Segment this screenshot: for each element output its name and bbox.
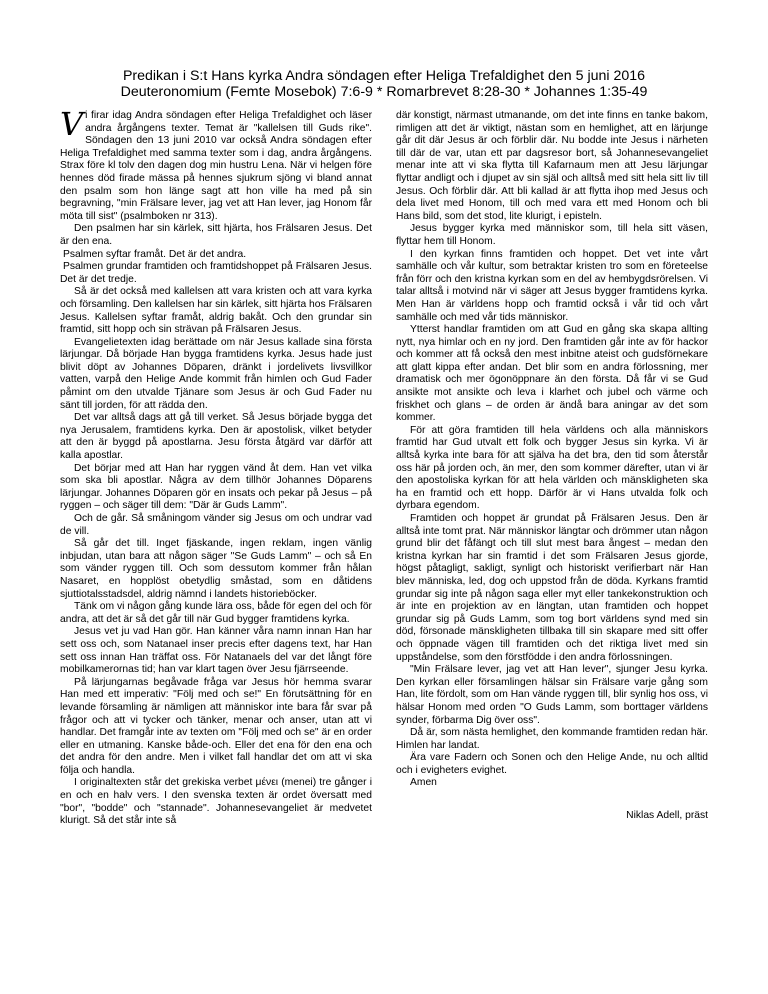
paragraph: Jesus bygger kyrka med människor som, till hela sitt väsen, flyttar hem till Honom.	[396, 223, 708, 247]
sermon-title: Predikan i S:t Hans kyrka Andra söndagen efter Heliga Trefaldighet den 5 juni 2016	[122, 68, 646, 84]
drop-cap: V	[60, 105, 84, 143]
paragraph: Framtiden och hoppet är grundat på Frälsaren Jesus. Den är alltså inte tomt prat. När människor längtar och drömmer utan någon grund blir det fåfängt och till slut mest bara ångest – medan den kristna kyrkan har sin framtid i det som Frälsaren Jesus gjorde, högst påtagligt, sakligt, synligt och historiskt verifierbart när Han blev människa, led, dog och uppstod från de döda. Kyrkans framtid grundar sig inte på någon saga eller myt eller tankekonstruktion och är inte en projektion av en längtan, utan framtiden och hoppet grundar sig på Guds Lamm, som tog bort världens synd med sin död, försonade mänskligheten tillbaka till sin skapare med sitt offer och öppnade vägen till framtiden och det riktiga livet med sin uppståndelse, som den förstfödde i den andra förlossningen.	[396, 513, 708, 663]
paragraph: Jesus vet ju vad Han gör. Han känner våra namn innan Han har sett oss och, som Natanael inser precis efter dagens text, har Han sett oss innan Han träffat oss. För Natanaels del var det långt före mobilkamerornas tid; han var klart tagen över Jesu fjärrseende.	[60, 626, 372, 676]
sermon-header	[60, 68, 708, 100]
paragraph: För att göra framtiden till hela världens och alla människors framtid har Gud utvalt ett folk och bygger Jesus sin kyrka. Vi är alltså kyrka inte bara för att själva ha det bra, den tid som återstår oss här på jorden och, än mer, den som kommer därefter, utan vi är den apostoliska kyrkan för att hela världen och mänskligheten ska ha en framtid och ett hopp. Därför är vi Hans utvalda folk och dyrbara egendom.	[396, 424, 708, 512]
paragraph: På lärjungarnas begåvade fråga var Jesus hör hemma svarar Han med ett imperativ: "Följ med och se!" En förutsättning för en levande församling är nämligen att människor inte bara får svar på frågor och att vi tycker och tänker, menar och anser, utan att vi handlar. Det framgår inte av texten om "Följ med och se" är en order eller en utmaning. Kanske både-och. Eller det ena för den ena och det andra för den andre. Men i vilket fall handlar det om att vi ska följa och handla.	[60, 676, 372, 776]
paragraph: Och de går. Så småningom vänder sig Jesus om och undrar vad de vill.	[60, 513, 372, 537]
scripture-references: Deuteronomium (Femte Mosebok) 7:6-9 * Romarbrevet 8:28-30 * Johannes 1:35-49	[120, 84, 648, 100]
paragraph: Det börjar med att Han har ryggen vänd åt dem. Han vet vilka som ska bli apostlar. Några av dem tillhör Johannes Döparens lärjungar. Johannes Döparen gör en insats och pekar på Jesus – på ryggen – och säger till dem: "Där är Guds Lamm".	[60, 462, 372, 512]
paragraph: Vi firar idag Andra söndagen efter Heliga Trefaldighet och läser andra årgångens texter. Temat är "kallelsen till Guds rike". Söndagen den 13 juni 2010 var också Andra söndagen efter Heliga Trefaldighet med samma texter som i dag, andra årgångens. Strax före kl tolv den dagen dog min hustru Lena. När vi helgen före hennes död firade mässa på hennes sjukrum sjöng vi bland annat den psalm som hon länge sagt att hon ville ha med på sin begravning, "min Frälsare lever, jag vet att Han lever, jag Honom får möta till sist" (psalmboken nr 313).	[60, 105, 372, 222]
paragraph: Amen	[410, 777, 437, 789]
paragraph: Det var alltså dags att gå till verket. Så Jesus började bygga det nya Jerusalem, framtidens kyrka. Den är apostolisk, vilket betyder att den är byggd på apostlarna. Jesu första åtgärd var därför att kalla apostlar.	[60, 412, 372, 462]
paragraph: Evangelietexten idag berättade om när Jesus kallade sina första lärjungar. Då började Han bygga framtidens kyrka. Jesus hade just blivit döpt av Johannes Döparen, dränkt i jordelivets livsvillkor vatten, varpå den Helige Ande kommit från himlen och Gud Fader påmint om den utvalde Tjänare som Jesus är och Gud Fader nu sänt till jorden, för att rädda den.	[60, 336, 372, 411]
paragraph: Ytterst handlar framtiden om att Gud en gång ska skapa allting nytt, nya himlar och en ny jord. Den framtiden går inte av för hackor och kommer att få också den mest inbitne ateist och gudsförnekare att glatt kippa efter andan. Det blir som en andra förlossning, mer dramatisk och mer ögonöppnare än den första. Då får vi se Gud ansikte mot ansikte och leva i klarhet och jubel och värme och friskhet och glans – de orden är ändå bara aningar av det som kommer.	[396, 324, 708, 424]
paragraph: I den kyrkan finns framtiden och hoppet. Det vet inte vårt samhälle och vår kultur, som betraktar kristen tro som en företeelse från förr och den kristna kyrkan som en del av hembygdsrörelsen. Vi talar alltså i motvind när vi säger att Jesus bygger framtidens kyrka. Men Han är världens hopp och framtid också i vår tid och vårt samhälle och med vår tids människor.	[396, 248, 708, 323]
paragraph: Psalmen syftar framåt. Det är det andra.	[63, 248, 247, 260]
paragraph: där konstigt, närmast utmanande, om det inte finns en tanke bakom, rimligen att det är viktigt, nästan som en hemlighet, att en lärjunge går dit där Jesus är och förblir där. Nu bodde inte Jesus i närheten till där de var, utan ett par dagsresor bort, så Johannesevangeliet menar inte att vi ska flytta till Kafarnaum men att Jesu lärjungar flyttar andligt och i djupet av sin själ och alltså med sitt hela sitt liv till Jesus. Och förblir där. Att bli kallad är att flytta ihop med Jesus och dela livet med Honom, till och med vara ett med Honom och bli Hans bild, som det stod, lite klurigt, i episteln.	[396, 110, 708, 222]
right-column	[396, 110, 708, 823]
paragraph: Psalmen grundar framtiden och framtidshoppet på Frälsaren Jesus. Det är det tredje.	[60, 261, 372, 285]
paragraph: Så är det också med kallelsen att vara kristen och att vara kyrka och församling. Den kallelsen har sin kärlek, sitt hjärta hos Frälsaren Jesus. Kallelsen syftar framåt, aldrig bakåt. Och den grundar sin framtid, sitt hopp och sin strävan på Frälsaren Jesus.	[60, 286, 372, 336]
paragraph: "Min Frälsare lever, jag vet att Han lever", sjunger Jesu kyrka. Den kyrkan eller församlingen hälsar sin Frälsare varje gång som Han, lite fördolt, som om Han vände ryggen till, blir synlig hos oss, vi hälsar Honom med orden "O Guds Lamm, som borttager världens synder, förbarma Dig över oss".	[396, 664, 708, 726]
spacer	[396, 790, 708, 798]
paragraph: Då är, som nästa hemlighet, den kommande framtiden redan här. Himlen har landat.	[396, 727, 708, 751]
paragraph: Den psalmen har sin kärlek, sitt hjärta, hos Frälsaren Jesus. Det är den ena.	[60, 223, 372, 247]
signature: Niklas Adell, präst	[626, 810, 708, 822]
paragraph: I originaltexten står det grekiska verbet μένει (menei) tre gånger i en och en halv vers. I den svenska texten är ordet översatt med "bor", "bodde" och "stannade". Johannesevangeliet är medvetet klurigt. Så det står inte så	[60, 777, 372, 827]
paragraph: Ära vare Fadern och Sonen och den Helige Ande, nu och alltid och i evigheters evighet.	[396, 752, 708, 776]
paragraph: Så går det till. Inget fjäskande, ingen reklam, ingen vänlig inbjudan, utan bara att någon säger "Se Guds Lamm" – och så En som vänder ryggen till. Och som dessutom kommer från hålan Nasaret, en hopplöst obetydlig småstad, som en dåtidens sjuttiotalsstadsdel, aldrig nämnd i landets historieböcker.	[60, 538, 372, 600]
left-column	[60, 105, 372, 828]
paragraph: Tänk om vi någon gång kunde lära oss, både för egen del och för andra, att det är så det går till när Gud bygger framtidens kyrka.	[60, 601, 372, 625]
